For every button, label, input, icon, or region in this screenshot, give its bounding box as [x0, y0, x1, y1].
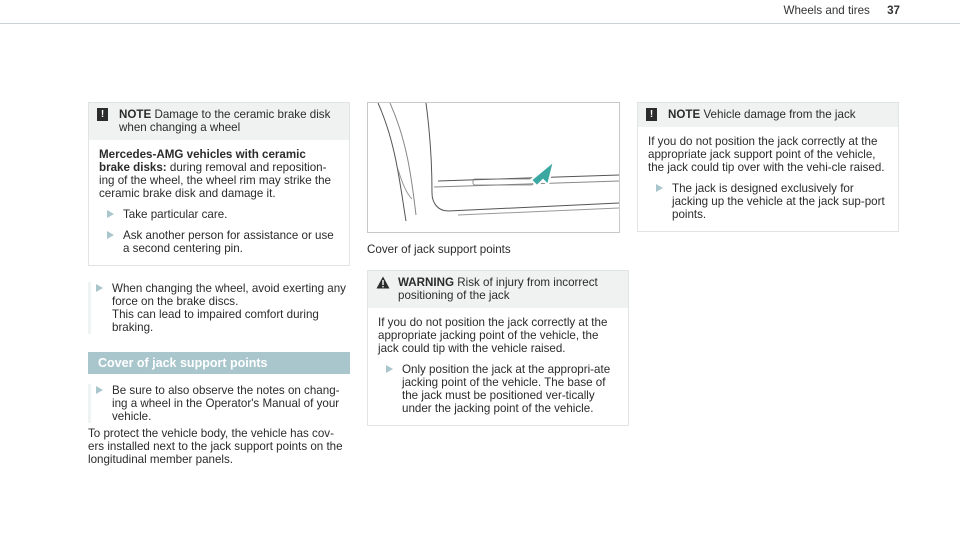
note-intro-text: during removal and reposition-ing of the wheel, the wheel rim may strike the ceramic brake disk and damage it. — [99, 161, 331, 200]
instruction-bar — [88, 282, 91, 334]
instruction-step — [88, 282, 350, 334]
column-3 — [637, 102, 899, 232]
note-step-text: The jack is designed exclusively for jacking up the vehicle at the jack sup-port points. — [672, 182, 885, 221]
note-header — [89, 103, 349, 140]
note-step — [648, 182, 888, 221]
header-title: Wheels and tires — [783, 4, 870, 17]
note-step-2 — [99, 229, 339, 255]
arrow-right-icon — [96, 386, 103, 394]
exclamation-icon: ! — [97, 108, 108, 121]
note-intro-bold: Mercedes-AMG vehicles with ceramic brake disks: — [99, 148, 306, 174]
warning-triangle-icon — [376, 276, 390, 289]
arrow-up-icon — [518, 155, 562, 201]
note-title: Damage to the ceramic brake disk when changing a wheel — [119, 108, 331, 134]
section-title: Cover of jack support points — [88, 352, 350, 374]
arrow-right-icon — [386, 365, 393, 373]
page-number: 37 — [887, 4, 900, 17]
warning-box — [367, 270, 629, 426]
note-body — [638, 127, 898, 231]
warning-step-text: Only position the jack at the appropri-ate jacking point of the vehicle. The base of the jack must be positioned ver-tically under the jacking point of the vehicle. — [402, 363, 611, 415]
note-body — [89, 140, 349, 265]
warning-title: Risk of injury from incorrect positioning of the jack — [398, 276, 598, 302]
warning-header — [368, 271, 628, 308]
section-step-bar — [88, 384, 91, 423]
warning-step — [378, 363, 618, 415]
arrow-right-icon — [96, 284, 103, 292]
header-rule — [0, 23, 960, 24]
note-step-1 — [99, 208, 339, 221]
arrow-right-icon — [107, 231, 114, 239]
column-2 — [367, 102, 629, 426]
arrow-right-icon — [656, 184, 663, 192]
jack-support-figure — [367, 102, 620, 233]
note-text: If you do not position the jack correctly at the appropriate jack support point of the vehicle, the jack could tip over with the vehi-cle raised. — [648, 135, 885, 174]
section-step-text: Be sure to also observe the notes on chang-ing a wheel in the Operator's Manual of your vehicle. — [112, 384, 340, 423]
note-header — [638, 103, 898, 127]
figure-caption: Cover of jack support points — [367, 243, 511, 256]
exclamation-icon: ! — [646, 108, 657, 121]
note-label: NOTE — [119, 108, 152, 121]
section-step — [88, 384, 350, 423]
note-box-jack — [637, 102, 899, 232]
page-header — [784, 4, 901, 17]
instruction-result: This can lead to impaired comfort during braking. — [112, 308, 319, 334]
note-label: NOTE — [668, 108, 701, 121]
warning-text: If you do not position the jack correctly at the appropriate jacking point of the vehicle, the jack could tip with the vehicle raised. — [378, 316, 608, 355]
arrow-right-icon — [107, 210, 114, 218]
note-step-1-text: Take particular care. — [123, 208, 228, 221]
section-paragraph: To protect the vehicle body, the vehicle has cov-ers installed next to the jack support points on the longitudinal member panels. — [88, 427, 343, 466]
note-box-ceramic — [88, 102, 350, 266]
note-step-2-text: Ask another person for assistance or use a second centering pin. — [123, 229, 334, 255]
column-1 — [88, 102, 350, 466]
warning-body — [368, 308, 628, 425]
note-title: Vehicle damage from the jack — [703, 108, 856, 121]
instruction-text: When changing the wheel, avoid exerting any force on the brake discs. — [112, 282, 346, 308]
note-intro — [99, 148, 339, 200]
warning-label: WARNING — [398, 276, 455, 289]
vehicle-illustration — [368, 103, 619, 232]
